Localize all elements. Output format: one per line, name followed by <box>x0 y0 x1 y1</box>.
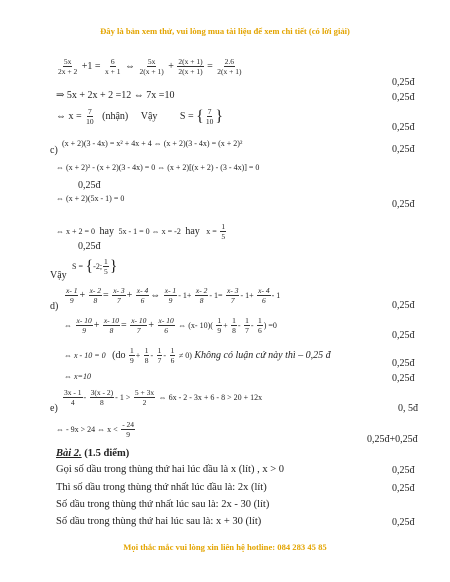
equation-c1: (x + 2)(3 - 4x) = x² + 4x + 4 ⇔ (x + 2)(3 - 4x) = (x + 2)² <box>62 139 243 148</box>
score: 0,25đ+0,25đ <box>367 434 418 445</box>
preview-banner: Đây là bản xem thử, vui lòng mua tài liệu để xem chi tiết (có lời giải) <box>100 26 350 36</box>
score: 0,25đ <box>392 465 415 476</box>
hotline-banner: Mọi thắc mắc vui lòng xin liên hệ hotline: 084 283 45 85 <box>123 542 327 552</box>
score-inline: 0,25đ <box>78 180 101 191</box>
problem-2-heading: Bài 2. (1.5 điểm) <box>56 448 130 459</box>
equation-c5: ⇔ x + 2 = 0 hay 5x - 1 = 0 ⇔ x = -2 hay x = $\frac{1}{5}$ <box>56 222 226 241</box>
score-inline: 0,25đ <box>78 241 101 252</box>
equation-d4: ⇔ x=10 <box>64 372 91 381</box>
part-c-label: c) <box>50 145 58 156</box>
score: 0,25đ <box>392 144 415 155</box>
score: 0,25đ <box>392 517 415 528</box>
score: 0,25đ <box>392 199 415 210</box>
fraction: $\frac{5x}{2x + 2}$ <box>58 57 78 76</box>
equation-d1: $\frac{x- 1}{9}$ + $\frac{x- 2}{8}$ = $\frac{x- 3}{7}$ + $\frac{x- 4}{6}$ ⇔ $\frac{x- 1}{9}$ - 1+ $\frac{x- 2}{8}$ - 1= $\frac{x- 3}{7}$ - 1+ $\frac{x- 4}{6}$ - 1 <box>66 286 281 305</box>
solution-set-c: S = {-2; $\frac{1}{5}$ } <box>72 257 118 276</box>
score: 0,25đ <box>392 358 415 369</box>
score: 0, 5đ <box>398 403 418 414</box>
equation-c2: ⇔ (x + 2)² - (x + 2)(3 - 4x) = 0 ⇔ (x + 2)[(x + 2) - (3 - 4x)] = 0 <box>56 163 260 172</box>
fraction: $\frac{5x}{2(x + 1)}$ <box>139 57 164 76</box>
equation-c4: ⇔ (x + 2)(5x - 1) = 0 <box>56 194 125 203</box>
equation-a1: $\frac{5x}{2x + 2}$ +1 = $\frac{6}{x + 1}$ ⇔ $\frac{5x}{2(x + 1)}$ + $\frac{2(x + 1)}{2(x + 1)}$ = $\frac{2.6}{2(x + 1)}$ <box>58 57 242 76</box>
score: 0,25đ <box>392 330 415 341</box>
equation-d2: ⇔ $\frac{x- 10}{9}$ + $\frac{x- 10}{8}$ = $\frac{x- 10}{7}$ + $\frac{x- 10}{6}$ ⇔ (x- 10)( $\frac{1}{9}$ + $\frac{1}{8}$ - $\frac{1}{7}$ - $\frac{1}{6}$ ) =0 <box>64 316 277 335</box>
score: 0,25đ <box>392 373 415 384</box>
vay-label: Vậy <box>50 270 67 281</box>
equation-e1: $\frac{3x - 1}{4}$ - $\frac{3(x - 2)}{8}$ - 1 > $\frac{5 + 3x}{2}$ ⇔ 6x - 2 - 3x + 6 - 8 > 20 + 12x <box>64 388 263 407</box>
fraction: $\frac{2.6}{2(x + 1)}$ <box>217 57 242 76</box>
equation-a3: ⇔ x = $\frac{7}{10}$ (nhận) Vậy S = { $\frac{7}{10}$ } <box>56 107 223 126</box>
fraction: $\frac{6}{x + 1}$ <box>105 57 121 76</box>
score: 0,25đ <box>392 483 415 494</box>
equation-d3: ⇔ x - 10 = 0 (do $\frac{1}{9}$ + $\frac{1}{8}$ - $\frac{1}{7}$ - $\frac{1}{6}$ ≠ 0) Không có luận cứ này thì – 0,25 đ <box>64 346 331 365</box>
answer-line-1: Gọi số dầu trong thùng thứ hai lúc đầu là x (lít) , x > 0 <box>56 464 284 475</box>
part-d-label: d) <box>50 301 59 312</box>
score: 0,25đ <box>392 92 415 103</box>
answer-line-2: Thì số dầu trong thùng thứ nhất lúc đầu là: 2x (lít) <box>56 482 267 493</box>
fraction: $\frac{2(x + 1)}{2(x + 1)}$ <box>178 57 203 76</box>
part-e-label: e) <box>50 403 58 414</box>
equation-e3: ⇔ - 9x > 24 ⇔ x < $\frac{- 24}{9}$ <box>56 420 135 439</box>
score: 0,25đ <box>392 77 415 88</box>
score: 0,25đ <box>392 300 415 311</box>
answer-line-4: Số dầu trong thùng thứ hai lúc sau là: x + 30 (lít) <box>56 516 262 527</box>
equation-a2: ⇒ 5x + 2x + 2 =12 ⇔ 7x =10 <box>56 90 175 101</box>
score: 0,25đ <box>392 122 415 133</box>
answer-line-3: Số dầu trong thùng thứ nhất lúc sau là: 2x - 30 (lít) <box>56 499 270 510</box>
